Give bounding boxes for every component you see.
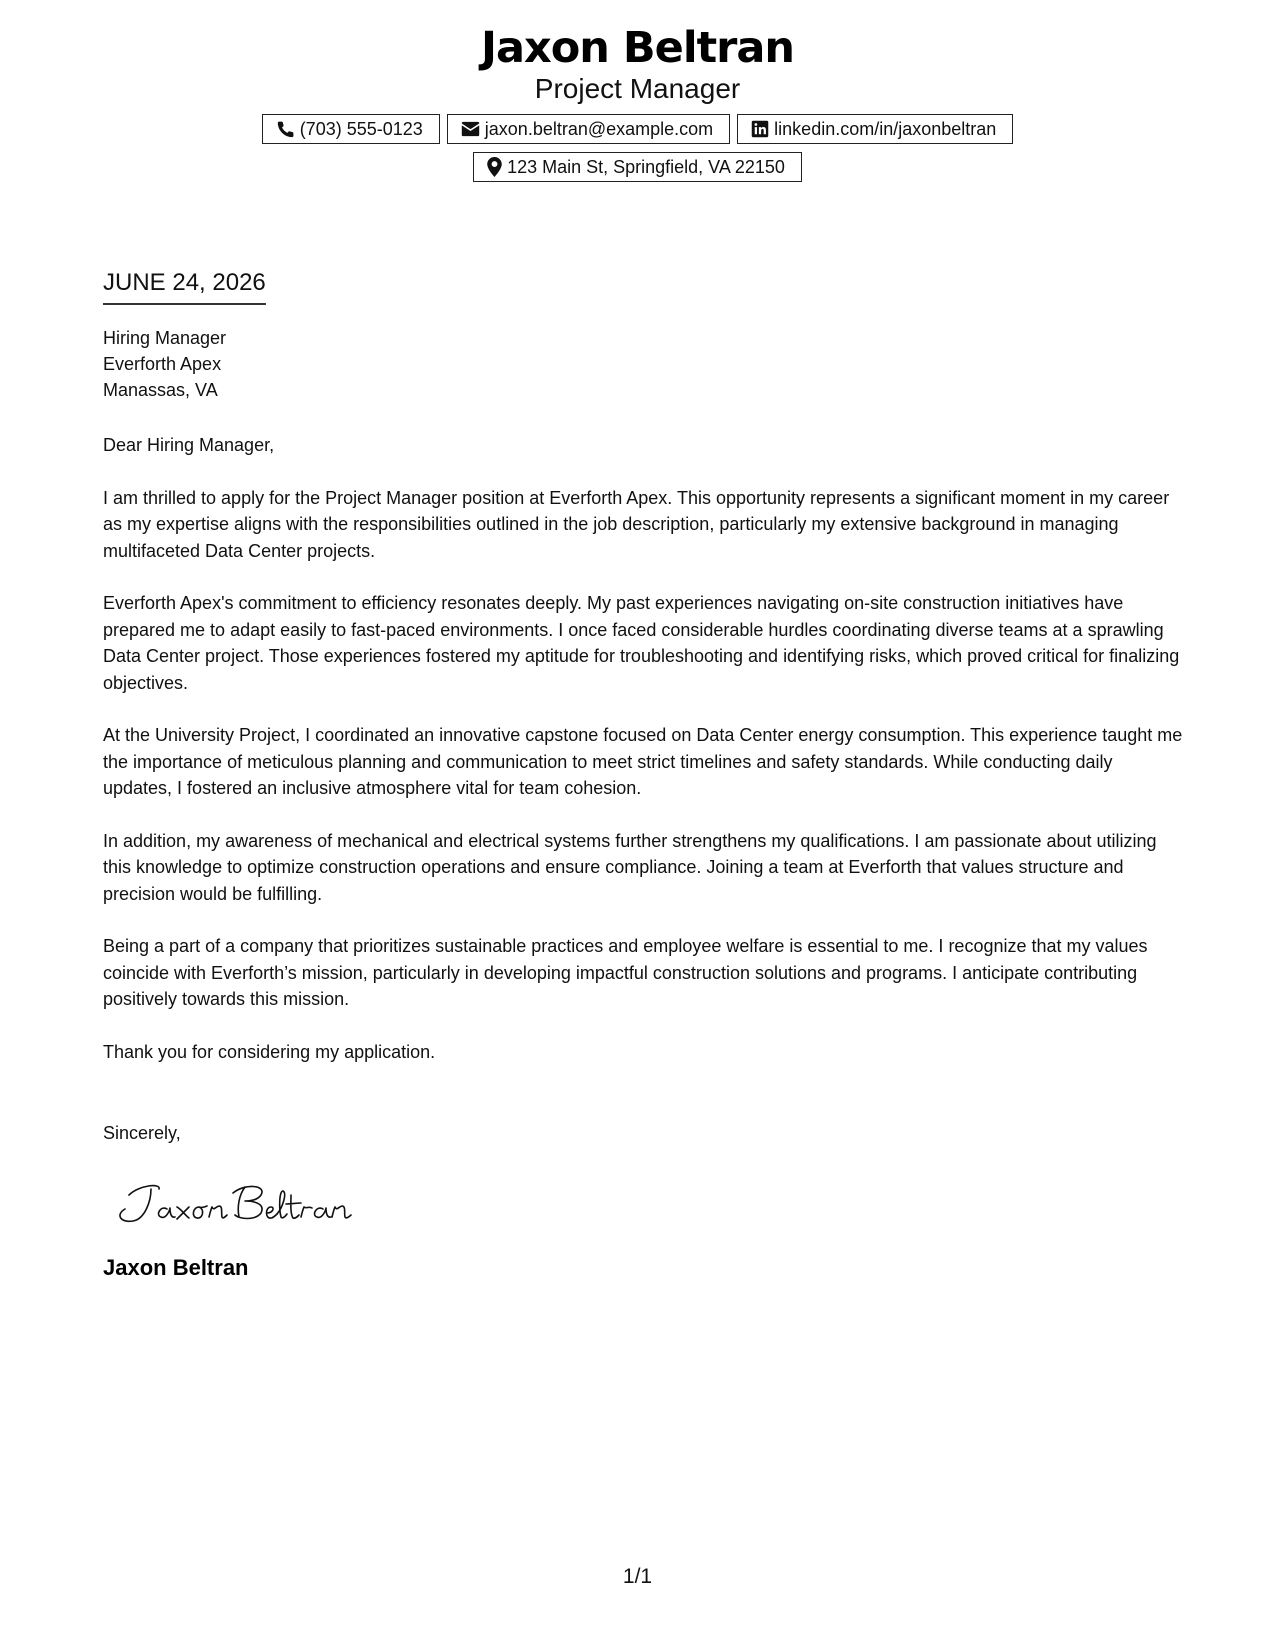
- map-pin-icon: [487, 157, 502, 177]
- linkedin-text: linkedin.com/in/jaxonbeltran: [774, 118, 997, 139]
- phone-icon: [276, 120, 295, 139]
- email-contact[interactable]: [447, 114, 730, 144]
- recipient-location: Manassas, VA: [103, 380, 218, 400]
- body-paragraph: I am thrilled to apply for the Project Manager position at Everforth Apex. This opportunity represents a significant moment in my career as my expertise aligns with the responsibilities outlined in the job description, particularly my extensive background in managing multifaceted Data Center projects.: [103, 487, 1170, 561]
- page-number: 1/1: [622, 1565, 653, 1588]
- envelope-icon: [461, 121, 480, 137]
- address-text: 123 Main St, Springfield, VA 22150: [507, 156, 785, 177]
- handwritten-signature: [115, 1175, 355, 1235]
- letter-date: JUNE 24, 2026: [103, 268, 266, 305]
- body-paragraph: At the University Project, I coordinated an innovative capstone focused on Data Center energy consumption. This experience taught me the importance of meticulous planning and communication to meet strict timelines and safety standards. While conducting daily updates, I fostered an inclusive atmosphere vital for team cohesion.: [103, 725, 1183, 798]
- email-text: jaxon.beltran@example.com: [484, 118, 714, 139]
- applicant-title: Project Manager: [534, 73, 741, 104]
- applicant-name: Jaxon Beltran: [481, 23, 794, 73]
- linkedin-contact[interactable]: [737, 114, 1013, 144]
- recipient-block: [103, 325, 226, 403]
- signer-name: Jaxon Beltran: [103, 1255, 249, 1280]
- salutation: Dear Hiring Manager,: [103, 435, 275, 455]
- signature-drawing: [115, 1175, 355, 1235]
- contact-row-secondary: [0, 152, 1275, 182]
- body-paragraph: Everforth Apex's commitment to efficiency resonates deeply. My past experiences navigating on-site construction initiatives have prepared me to adapt easily to fast-paced environments. I once faced considerable hurdles coordinating diverse teams at a sprawling Data Center project. Those experiences fostered my aptitude for troubleshooting and identifying risks, which proved critical for finalizing objectives.: [103, 593, 1180, 693]
- recipient-company: Everforth Apex: [103, 354, 222, 374]
- letter-header: [0, 22, 1275, 182]
- body-paragraph: Thank you for considering my application.: [103, 1041, 436, 1062]
- closing: Sincerely,: [103, 1123, 181, 1143]
- linkedin-icon: [751, 120, 769, 138]
- letter-body: [103, 432, 1183, 1091]
- phone-text: (703) 555-0123: [299, 118, 423, 139]
- body-paragraph: In addition, my awareness of mechanical and electrical systems further strengthens my qualifications. I am passionate about utilizing this knowledge to optimize construction operations and ensure compliance. Joining a team at Everforth that values structure and precision would be fulfilling.: [103, 830, 1157, 904]
- contact-row-primary: [0, 114, 1275, 144]
- address-contact[interactable]: [473, 152, 802, 182]
- phone-contact[interactable]: [262, 114, 440, 144]
- body-paragraph: Being a part of a company that prioritizes sustainable practices and employee welfare is essential to me. I recognize that my values coincide with Everforth’s mission, particularly in developing impactful construction solutions and programs. I anticipate contributing positively towards this mission.: [103, 936, 1148, 1009]
- recipient-line: Hiring Manager: [103, 328, 227, 348]
